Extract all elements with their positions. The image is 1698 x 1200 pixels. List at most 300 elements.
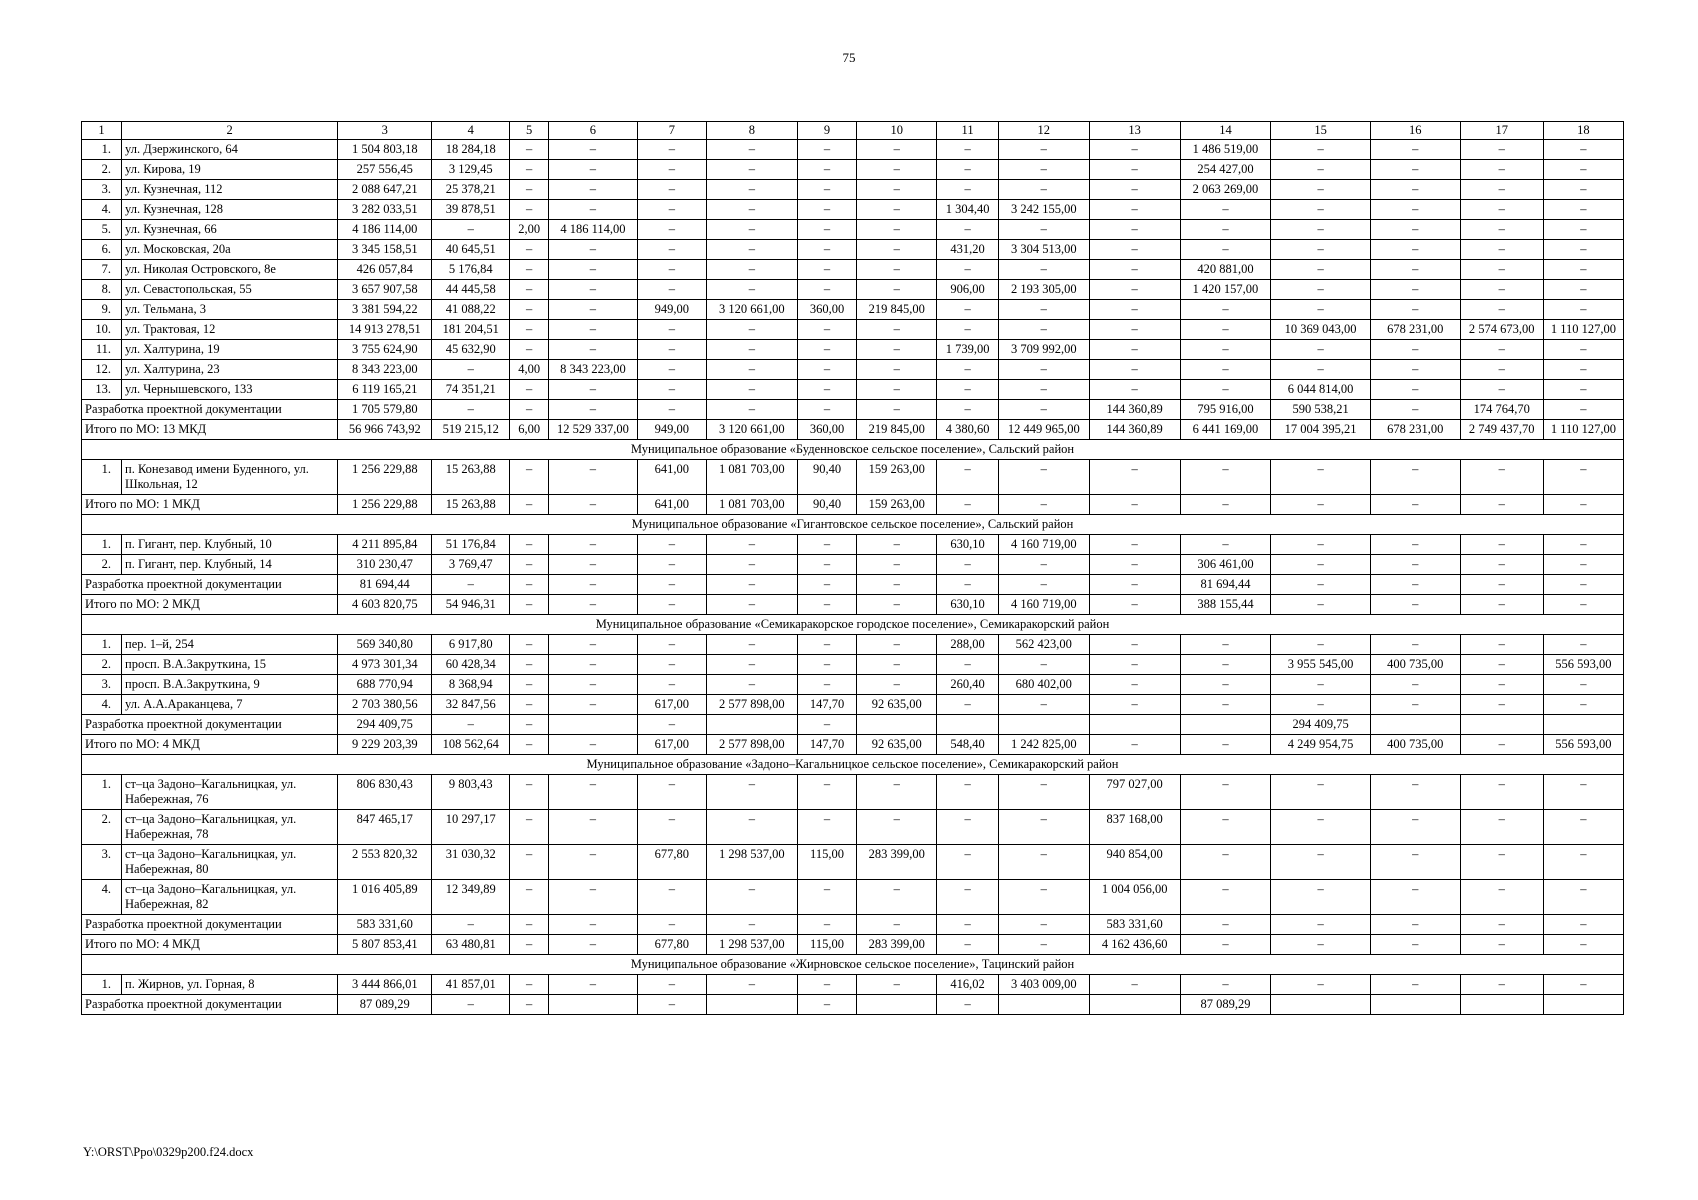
table-cell: 400 735,00	[1370, 735, 1460, 755]
table-cell: –	[637, 220, 706, 240]
summary-row	[82, 575, 1624, 595]
table-cell: –	[510, 280, 549, 300]
table-cell: –	[1370, 160, 1460, 180]
table-cell: –	[1543, 695, 1623, 715]
table-cell: 74 351,21	[432, 380, 510, 400]
table-cell: 641,00	[637, 495, 706, 515]
table-cell: 81 694,44	[1180, 575, 1271, 595]
table-cell: –	[1370, 400, 1460, 420]
table-cell: –	[1180, 380, 1271, 400]
table-cell: –	[857, 880, 937, 915]
summary-row	[82, 715, 1624, 735]
table-cell: –	[1543, 180, 1623, 200]
table-cell: 90,40	[797, 460, 856, 495]
table-cell: –	[1089, 300, 1180, 320]
table-cell: 680 402,00	[998, 675, 1089, 695]
table-cell	[1089, 995, 1180, 1015]
address-cell: ул. Московская, 20а	[122, 240, 338, 260]
column-number-cell: 13	[1089, 122, 1180, 140]
table-cell: 39 878,51	[432, 200, 510, 220]
address-cell: ст–ца Задоно–Кагальницкая, ул. Набережная, 82	[122, 880, 338, 915]
table-cell	[549, 715, 638, 735]
table-cell: –	[432, 715, 510, 735]
table-cell: 3 657 907,58	[338, 280, 432, 300]
section-heading: Муниципальное образование «Задоно–Кагальницкое сельское поселение», Семикаракорский район	[82, 755, 1624, 775]
row-label: Итого по МО: 13 МКД	[82, 420, 338, 440]
table-cell: –	[510, 975, 549, 995]
table-cell: –	[797, 555, 856, 575]
table-cell: 6,00	[510, 420, 549, 440]
table-cell: 420 881,00	[1180, 260, 1271, 280]
table-cell: –	[1271, 200, 1370, 220]
table-cell: –	[1180, 775, 1271, 810]
table-row	[82, 260, 1624, 280]
table-cell: –	[1271, 880, 1370, 915]
table-cell: –	[998, 775, 1089, 810]
table-cell: –	[1180, 735, 1271, 755]
table-cell: –	[706, 220, 797, 240]
row-number: 5.	[82, 220, 122, 240]
table-cell: –	[857, 675, 937, 695]
table-cell: 81 694,44	[338, 575, 432, 595]
row-label: Итого по МО: 1 МКД	[82, 495, 338, 515]
table-cell: –	[510, 595, 549, 615]
table-cell: –	[637, 320, 706, 340]
table-row	[82, 280, 1624, 300]
table-cell: –	[797, 200, 856, 220]
table-cell: 4 380,60	[937, 420, 999, 440]
table-cell: –	[857, 595, 937, 615]
table-cell: –	[937, 380, 999, 400]
table-cell: 1 486 519,00	[1180, 140, 1271, 160]
column-number-cell: 6	[549, 122, 638, 140]
table-cell: 4 186 114,00	[338, 220, 432, 240]
table-row	[82, 695, 1624, 715]
address-cell: ул. Халтурина, 23	[122, 360, 338, 380]
table-cell: –	[797, 675, 856, 695]
table-cell: –	[637, 595, 706, 615]
table-cell: –	[1460, 975, 1543, 995]
table-cell: –	[1370, 810, 1460, 845]
table-cell: –	[637, 635, 706, 655]
table-cell: 4 603 820,75	[338, 595, 432, 615]
table-cell: –	[1180, 460, 1271, 495]
table-cell: –	[549, 775, 638, 810]
table-cell: –	[1370, 695, 1460, 715]
row-number: 2.	[82, 810, 122, 845]
table-cell: –	[1089, 220, 1180, 240]
table-cell: 6 119 165,21	[338, 380, 432, 400]
table-cell: –	[937, 495, 999, 515]
table-cell: –	[1460, 735, 1543, 755]
section-heading-row	[82, 615, 1624, 635]
table-cell: 1 004 056,00	[1089, 880, 1180, 915]
table-row	[82, 340, 1624, 360]
table-row	[82, 845, 1624, 880]
table-cell: –	[706, 340, 797, 360]
table-cell: –	[937, 845, 999, 880]
table-cell: –	[797, 340, 856, 360]
footer-file-path: Y:\ORST\Ppo\0329p200.f24.docx	[83, 1145, 254, 1159]
table-cell	[1460, 995, 1543, 1015]
table-cell: –	[998, 180, 1089, 200]
table-cell: –	[510, 340, 549, 360]
table-cell: –	[1089, 280, 1180, 300]
table-cell: –	[549, 555, 638, 575]
table-cell: –	[1543, 340, 1623, 360]
table-cell: 3 120 661,00	[706, 300, 797, 320]
section-heading: Муниципальное образование «Семикаракорское городское поселение», Семикаракорский район	[82, 615, 1624, 635]
table-cell: 688 770,94	[338, 675, 432, 695]
table-cell: –	[1460, 880, 1543, 915]
table-cell: –	[1370, 380, 1460, 400]
table-cell: –	[1460, 675, 1543, 695]
table-cell: 583 331,60	[338, 915, 432, 935]
table-cell: –	[1543, 535, 1623, 555]
table-cell: –	[1543, 200, 1623, 220]
table-cell: –	[1460, 535, 1543, 555]
table-cell: –	[510, 880, 549, 915]
table-cell: 1 298 537,00	[706, 845, 797, 880]
table-cell: –	[998, 320, 1089, 340]
table-cell: –	[1370, 915, 1460, 935]
table-cell: 678 231,00	[1370, 320, 1460, 340]
table-cell: –	[510, 845, 549, 880]
table-cell: –	[637, 880, 706, 915]
column-number-cell: 14	[1180, 122, 1271, 140]
section-heading: Муниципальное образование «Буденновское сельское поселение», Сальский район	[82, 440, 1624, 460]
table-cell: –	[1180, 915, 1271, 935]
table-cell: –	[637, 715, 706, 735]
table-cell: –	[510, 535, 549, 555]
table-cell: –	[1271, 240, 1370, 260]
table-cell: –	[1370, 595, 1460, 615]
table-cell: –	[706, 555, 797, 575]
table-cell: –	[637, 160, 706, 180]
table-cell: 677,80	[637, 845, 706, 880]
table-cell: –	[1180, 340, 1271, 360]
table-cell: –	[706, 535, 797, 555]
table-cell: –	[637, 535, 706, 555]
table-cell: –	[549, 880, 638, 915]
table-cell: 556 593,00	[1543, 735, 1623, 755]
row-number: 1.	[82, 975, 122, 995]
table-cell: 806 830,43	[338, 775, 432, 810]
table-cell: –	[1089, 200, 1180, 220]
address-cell: просп. В.А.Закруткина, 9	[122, 675, 338, 695]
table-cell: –	[549, 300, 638, 320]
table-cell: 17 004 395,21	[1271, 420, 1370, 440]
table-cell: 54 946,31	[432, 595, 510, 615]
table-row	[82, 655, 1624, 675]
table-cell: –	[1089, 595, 1180, 615]
table-cell: 108 562,64	[432, 735, 510, 755]
table-cell: –	[797, 160, 856, 180]
table-cell: 159 263,00	[857, 495, 937, 515]
table-cell: 87 089,29	[1180, 995, 1271, 1015]
table-cell: –	[1543, 140, 1623, 160]
table-cell: –	[706, 915, 797, 935]
table-cell: 360,00	[797, 420, 856, 440]
table-cell: –	[1180, 880, 1271, 915]
table-cell: –	[857, 240, 937, 260]
table-cell: –	[1460, 495, 1543, 515]
table-cell: –	[549, 975, 638, 995]
table-cell: –	[937, 555, 999, 575]
table-cell: –	[1271, 775, 1370, 810]
table-cell: –	[510, 575, 549, 595]
table-cell: 4 249 954,75	[1271, 735, 1370, 755]
table-cell: –	[1089, 380, 1180, 400]
table-cell: –	[998, 880, 1089, 915]
table-cell: –	[706, 180, 797, 200]
table-cell: –	[1180, 360, 1271, 380]
table-cell: 2 574 673,00	[1460, 320, 1543, 340]
table-cell: –	[1271, 220, 1370, 240]
address-cell: п. Гигант, пер. Клубный, 14	[122, 555, 338, 575]
table-cell	[1370, 995, 1460, 1015]
table-cell: 1 081 703,00	[706, 495, 797, 515]
table-cell: –	[937, 810, 999, 845]
table-cell: –	[937, 400, 999, 420]
table-cell: 2 063 269,00	[1180, 180, 1271, 200]
section-heading-row	[82, 755, 1624, 775]
table-cell: 6 917,80	[432, 635, 510, 655]
table-cell: –	[549, 535, 638, 555]
row-number: 1.	[82, 775, 122, 810]
table-cell: –	[1543, 460, 1623, 495]
table-cell: 90,40	[797, 495, 856, 515]
table-cell: 2 703 380,56	[338, 695, 432, 715]
table-cell: –	[549, 635, 638, 655]
address-cell: ул. Кирова, 19	[122, 160, 338, 180]
table-cell: –	[432, 915, 510, 935]
address-cell: ст–ца Задоно–Кагальницкая, ул. Набережная, 76	[122, 775, 338, 810]
table-cell: –	[937, 260, 999, 280]
table-cell: 1 256 229,88	[338, 460, 432, 495]
table-cell	[998, 995, 1089, 1015]
table-cell: 45 632,90	[432, 340, 510, 360]
table-cell: –	[797, 280, 856, 300]
table-cell: 3 282 033,51	[338, 200, 432, 220]
summary-row	[82, 495, 1624, 515]
table-cell: 1 242 825,00	[998, 735, 1089, 755]
table-cell: –	[1089, 180, 1180, 200]
table-cell: –	[797, 775, 856, 810]
table-cell: –	[797, 810, 856, 845]
table-cell: –	[637, 240, 706, 260]
address-cell: ул. Халтурина, 19	[122, 340, 338, 360]
row-label: Итого по МО: 4 МКД	[82, 735, 338, 755]
table-cell: –	[549, 260, 638, 280]
table-row	[82, 555, 1624, 575]
table-cell: 1 298 537,00	[706, 935, 797, 955]
table-cell: –	[432, 360, 510, 380]
table-row	[82, 200, 1624, 220]
table-cell: 630,10	[937, 535, 999, 555]
table-cell: –	[857, 340, 937, 360]
table-cell: –	[857, 200, 937, 220]
table-cell: –	[1370, 675, 1460, 695]
table-cell: –	[797, 535, 856, 555]
table-cell: 3 381 594,22	[338, 300, 432, 320]
table-cell: –	[510, 260, 549, 280]
row-number: 6.	[82, 240, 122, 260]
table-cell: 257 556,45	[338, 160, 432, 180]
table-cell: –	[1089, 160, 1180, 180]
table-cell: –	[1460, 695, 1543, 715]
table-cell: 590 538,21	[1271, 400, 1370, 420]
table-cell: 294 409,75	[338, 715, 432, 735]
table-cell: –	[1271, 810, 1370, 845]
table-cell: –	[1271, 695, 1370, 715]
table-cell: –	[637, 675, 706, 695]
table-cell: –	[637, 810, 706, 845]
table-cell: –	[706, 400, 797, 420]
table-row	[82, 160, 1624, 180]
table-cell: –	[510, 775, 549, 810]
table-cell: –	[1543, 220, 1623, 240]
table-cell: –	[1271, 495, 1370, 515]
table-cell: –	[998, 655, 1089, 675]
address-cell: ул. Кузнечная, 112	[122, 180, 338, 200]
table-cell: 31 030,32	[432, 845, 510, 880]
table-cell: –	[1180, 495, 1271, 515]
address-cell: просп. В.А.Закруткина, 15	[122, 655, 338, 675]
table-cell: –	[510, 400, 549, 420]
table-cell: –	[637, 915, 706, 935]
table-row	[82, 380, 1624, 400]
table-cell: –	[637, 555, 706, 575]
table-cell: –	[1460, 635, 1543, 655]
table-cell: 10 369 043,00	[1271, 320, 1370, 340]
table-cell: –	[510, 240, 549, 260]
table-cell: –	[706, 280, 797, 300]
table-cell: –	[1180, 200, 1271, 220]
table-cell: 8 368,94	[432, 675, 510, 695]
table-cell: –	[797, 380, 856, 400]
table-cell: –	[1543, 240, 1623, 260]
table-cell: –	[937, 695, 999, 715]
table-cell: –	[510, 180, 549, 200]
table-cell: –	[1370, 240, 1460, 260]
table-cell: 283 399,00	[857, 845, 937, 880]
table-cell: –	[1370, 975, 1460, 995]
column-number-cell: 1	[82, 122, 122, 140]
address-cell: ст–ца Задоно–Кагальницкая, ул. Набережная, 80	[122, 845, 338, 880]
table-cell: –	[510, 935, 549, 955]
table-cell: 678 231,00	[1370, 420, 1460, 440]
table-cell: –	[1089, 555, 1180, 575]
table-cell: –	[797, 655, 856, 675]
row-number: 13.	[82, 380, 122, 400]
table-cell: –	[857, 975, 937, 995]
table-cell: –	[857, 360, 937, 380]
table-cell: –	[1460, 160, 1543, 180]
table-cell: –	[1089, 735, 1180, 755]
table-cell: 310 230,47	[338, 555, 432, 575]
table-cell: 906,00	[937, 280, 999, 300]
table-cell: –	[1460, 180, 1543, 200]
table-cell: –	[1543, 160, 1623, 180]
table-cell: –	[1370, 260, 1460, 280]
table-cell: –	[1089, 695, 1180, 715]
table-cell: –	[1543, 775, 1623, 810]
table-cell: 219 845,00	[857, 300, 937, 320]
table-cell: 2,00	[510, 220, 549, 240]
table-cell: –	[857, 140, 937, 160]
table-cell: –	[857, 220, 937, 240]
table-cell: –	[857, 810, 937, 845]
row-number: 7.	[82, 260, 122, 280]
row-number: 1.	[82, 635, 122, 655]
table-row	[82, 460, 1624, 495]
table-cell: –	[1180, 975, 1271, 995]
table-cell: –	[1180, 240, 1271, 260]
table-cell: 519 215,12	[432, 420, 510, 440]
table-cell: –	[1460, 595, 1543, 615]
table-cell: –	[937, 220, 999, 240]
table-cell: –	[1460, 775, 1543, 810]
row-number: 4.	[82, 695, 122, 715]
table-cell: 15 263,88	[432, 495, 510, 515]
table-cell: 147,70	[797, 695, 856, 715]
table-cell: 3 304 513,00	[998, 240, 1089, 260]
row-number: 9.	[82, 300, 122, 320]
table-cell: –	[857, 555, 937, 575]
table-cell: –	[1271, 300, 1370, 320]
summary-row	[82, 420, 1624, 440]
table-cell: –	[1089, 575, 1180, 595]
column-number-cell: 5	[510, 122, 549, 140]
table-cell: –	[1271, 280, 1370, 300]
column-number-cell: 4	[432, 122, 510, 140]
table-cell: –	[1180, 845, 1271, 880]
table-cell: –	[432, 995, 510, 1015]
table-cell: –	[857, 260, 937, 280]
table-cell: 4 211 895,84	[338, 535, 432, 555]
table-cell: –	[937, 775, 999, 810]
address-cell: ул. А.А.Араканцева, 7	[122, 695, 338, 715]
table-cell: –	[706, 240, 797, 260]
table-cell: –	[637, 400, 706, 420]
table-cell: –	[998, 845, 1089, 880]
table-cell: –	[549, 180, 638, 200]
table-cell: 940 854,00	[1089, 845, 1180, 880]
table-cell: –	[1271, 575, 1370, 595]
table-cell: –	[1460, 380, 1543, 400]
table-cell: –	[1180, 675, 1271, 695]
table-cell	[706, 995, 797, 1015]
table-cell: –	[510, 995, 549, 1015]
column-number-cell: 2	[122, 122, 338, 140]
table-cell: –	[1460, 220, 1543, 240]
table-cell: –	[510, 320, 549, 340]
table-cell: –	[549, 495, 638, 515]
table-cell: –	[1271, 180, 1370, 200]
table-cell: –	[1180, 635, 1271, 655]
table-cell: –	[857, 320, 937, 340]
table-cell: 115,00	[797, 845, 856, 880]
table-cell: 40 645,51	[432, 240, 510, 260]
table-cell: 617,00	[637, 695, 706, 715]
row-number: 12.	[82, 360, 122, 380]
table-cell: –	[1089, 495, 1180, 515]
table-cell: –	[1460, 360, 1543, 380]
table-cell: 25 378,21	[432, 180, 510, 200]
table-cell: –	[937, 655, 999, 675]
table-cell: –	[1180, 695, 1271, 715]
